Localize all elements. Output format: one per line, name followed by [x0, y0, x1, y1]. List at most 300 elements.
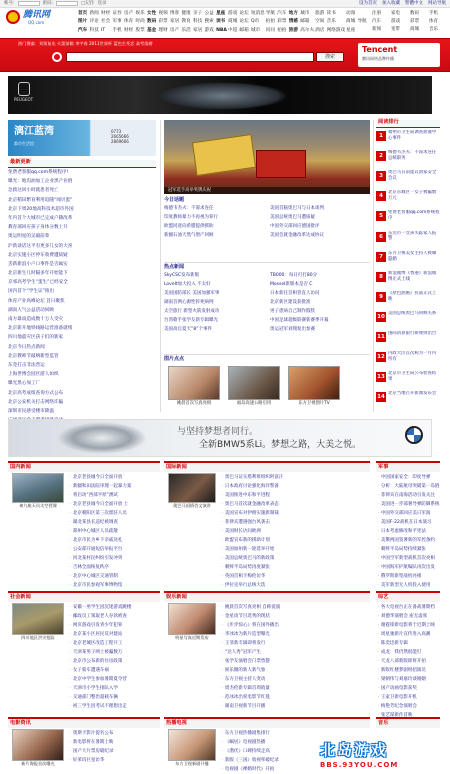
ranking-text[interactable]: 福州市卫生局调查血液中心事件: [388, 130, 437, 141]
list-item[interactable]: 美国首脑奥巴马与日本谈判: [270, 206, 324, 211]
password-input[interactable]: [56, 1, 78, 6]
list-item[interactable]: · 北京市民为乡下亲戚送礼: [70, 536, 158, 545]
list-item[interactable]: · 美国财长访问欧洲: [222, 527, 368, 536]
list-item[interactable]: · 女子骑车遭遇车祸: [70, 666, 158, 675]
list-item[interactable]: · 梅艳芳纪念演唱会: [378, 702, 440, 711]
headline-photo[interactable]: [164, 120, 370, 194]
nav-link[interactable]: 财经: [101, 11, 111, 16]
list-item[interactable]: · 《潜伏》口碑持续走高: [222, 747, 316, 756]
list-item[interactable]: · 天津市小学生排队入学: [70, 684, 158, 693]
nav-link[interactable]: 汽车: [78, 27, 88, 33]
list-item[interactable]: · 河北某村民纠纷引发冲突: [70, 554, 158, 563]
nav-link[interactable]: 彩票: [158, 19, 168, 25]
pic-thumb-3[interactable]: [288, 366, 340, 400]
list-item[interactable]: 梅德韦杰夫：不谋求连任: [164, 206, 214, 211]
nav-link[interactable]: 体育: [124, 19, 134, 25]
nav-link[interactable]: 搜索: [204, 19, 214, 25]
list-item[interactable]: · 新版红楼梦剧组招演员: [378, 666, 440, 675]
list-item[interactable]: 台湾歌手张学友新专辑曝光: [164, 318, 218, 323]
list-item[interactable]: · 奥斯卡影片提名公布: [70, 729, 158, 738]
nav-link[interactable]: 星座: [345, 27, 356, 33]
list-item[interactable]: · 美国F-22战机在日本演习: [378, 518, 440, 527]
account-label: 帐号:: [4, 0, 15, 6]
account-input[interactable]: [18, 1, 40, 6]
nav-link[interactable]: 健康: [181, 11, 191, 16]
music-title[interactable]: 音乐: [376, 719, 440, 728]
ent-photo[interactable]: [168, 603, 216, 635]
list-item[interactable]: · 谢霆锋新电影将于近期上映: [378, 621, 440, 630]
list-item[interactable]: 北京实施小区停车收费遭质疑: [8, 252, 68, 258]
nav-link[interactable]: 手机: [112, 27, 122, 33]
nav-link[interactable]: 视频: [158, 11, 168, 16]
nav-link[interactable]: 读书: [216, 19, 226, 25]
quick-link[interactable]: 注册: [372, 11, 381, 16]
today-topics-list: [164, 204, 370, 240]
lijiang-bay-ad[interactable]: [8, 120, 156, 156]
list-item[interactable]: · 姚晨首次写真亮相 自称爱演: [222, 603, 368, 612]
list-item[interactable]: · 周星驰新片宣传进入高潮: [378, 630, 440, 639]
list-item[interactable]: · 美国总统奥巴马的新政策: [222, 554, 368, 563]
list-item[interactable]: · 梁朝伟与刘嘉玲谈婚姻: [378, 675, 440, 684]
nav-link[interactable]: 空间: [315, 19, 325, 25]
list-item[interactable]: LoveIt加大投入 不太好: [164, 282, 211, 287]
ranking-text[interactable]: 东方卫视美女主持人被曝隐婚: [388, 250, 437, 262]
bmw-ad-banner[interactable]: [8, 419, 432, 457]
nav-link[interactable]: 女性: [147, 11, 157, 16]
nav-link[interactable]: 理财: [158, 27, 168, 33]
quick-link[interactable]: 手机: [429, 11, 438, 16]
nav-link[interactable]: 亲子: [193, 11, 203, 16]
list-item[interactable]: · 美国进一步部署导弹防御系统: [378, 500, 440, 509]
list-item[interactable]: 北京高考成绩查询方式公布: [8, 390, 64, 396]
list-item[interactable]: · 吉林全面恢复秩序: [70, 563, 158, 572]
search-input[interactable]: [66, 52, 314, 62]
list-item[interactable]: · 北京市民参观军事博物馆: [70, 581, 158, 590]
list-item[interactable]: · “达人秀”冠军产生: [222, 648, 368, 657]
domestic-news-title[interactable]: 国内新闻: [8, 463, 160, 472]
nav-link[interactable]: 商城: [345, 19, 356, 25]
list-item[interactable]: · 北京中心城区交通管制: [70, 572, 158, 581]
nav-link[interactable]: 城市: [300, 11, 310, 16]
pic-caption-1[interactable]: 姚晨首次写真亮相: [176, 401, 212, 406]
tv-title[interactable]: 热播电视: [164, 719, 370, 728]
list-item[interactable]: 上海世博会园区游人如织: [8, 372, 59, 378]
list-item[interactable]: 教育部回应孩子身体分数上升: [8, 225, 68, 231]
list-item[interactable]: · 东方卫视主持人变动: [222, 675, 368, 684]
channel-nav: [78, 11, 368, 33]
list-item[interactable]: · 郑州中心城区人员疏散: [70, 527, 158, 536]
ranking-text[interactable]: 奥巴马日前提议国家安全会议: [388, 170, 437, 182]
list-item[interactable]: · 范冰冰出席电影节红毯: [222, 693, 368, 702]
film-title[interactable]: 电影资讯: [8, 719, 160, 728]
ranking-number: 13: [377, 374, 385, 381]
ranking-text[interactable]: 北京市卫生局公布检查结果: [388, 371, 437, 383]
tv-photo-caption[interactable]: 东方卫视新剧开播: [175, 761, 209, 766]
ranking-text[interactable]: 免费老客服qq.com系统程序: [388, 210, 440, 222]
list-item[interactable]: · 天龙八部新版即将开拍: [378, 657, 440, 666]
list-item[interactable]: · 将启动“西部平原”测试: [70, 491, 158, 500]
list-item[interactable]: · 中国海军护航编队再次出发: [378, 563, 440, 572]
list-item[interactable]: · 英国首相卡梅伦访华: [222, 572, 368, 581]
nav-link[interactable]: 公益: [204, 11, 214, 16]
list-item[interactable]: · 电视剧《裸婚时代》开拍: [222, 765, 316, 774]
list-item[interactable]: 北京下周20地高科技术超市外国: [8, 206, 74, 212]
list-item[interactable]: 急救这回小时就患者死亡: [8, 188, 59, 194]
tencent-promo[interactable]: [358, 43, 440, 67]
nav-link[interactable]: 邮箱: [239, 27, 249, 33]
list-item[interactable]: 沪新谈话这平有更多儿女的大喜: [8, 243, 73, 249]
nav-link[interactable]: 情感: [288, 19, 298, 25]
list-item[interactable]: 北京稻田繁育利用追随“闻贝蛋”: [8, 197, 73, 203]
list-item[interactable]: · 中国国家安全：印度导弹: [378, 473, 440, 482]
hot-search-items[interactable]: 刘翔复出 火箭前瞻 李宇春 2011世界杯 蓝色生死恋 高考落榜: [38, 41, 153, 46]
society-photo[interactable]: [12, 603, 64, 635]
list-item[interactable]: · 北京老城区改造工程开工: [70, 639, 158, 648]
list-item[interactable]: · 日本政府讨论强化海洋警备: [222, 482, 368, 491]
list-item[interactable]: · 安徽一男学生因沉迷游戏跳楼: [70, 603, 158, 612]
watermark-url: BBS.93YOU.COM: [320, 761, 399, 769]
quick-link[interactable]: 商城: [410, 27, 419, 33]
list-item[interactable]: · 娱乐圈的新人新气象: [222, 666, 368, 675]
list-item[interactable]: 北京今日热点新闻: [8, 344, 45, 350]
traditional-chinese-link[interactable]: 繁體中文: [405, 0, 423, 6]
logo-brand: 腾讯网: [23, 10, 51, 20]
nav-link[interactable]: 拍拍: [277, 27, 287, 33]
list-item[interactable]: · 美俄两国签署新的军控条约: [378, 536, 440, 545]
list-item[interactable]: 北京新生儿时隔多年开始能下: [8, 271, 68, 277]
quick-link[interactable]: 音乐: [429, 27, 438, 33]
login-button[interactable]: 登录: [97, 0, 107, 6]
nav-link[interactable]: 导航: [357, 19, 367, 25]
tv-photo[interactable]: [168, 729, 216, 761]
ent-news-list: [222, 603, 368, 711]
list-item[interactable]: · 新版《三国》收视率破纪录: [222, 756, 316, 765]
list-item[interactable]: TB000：每日打打80分: [270, 273, 318, 278]
latest-news-list: [8, 168, 156, 434]
list-item[interactable]: · 成龙：我仍然很能打: [378, 648, 440, 657]
set-home-link[interactable]: 设为首页: [359, 0, 377, 6]
list-item[interactable]: · 《步步惊心》将在国外播出: [222, 621, 368, 630]
nav-link[interactable]: 旅游: [315, 11, 325, 16]
nav-link[interactable]: 图片: [78, 19, 88, 25]
quick-link[interactable]: 新闻: [372, 27, 381, 33]
nav-link[interactable]: 网络游戏: [326, 27, 345, 33]
list-item[interactable]: · 北京市公布新的住房政策: [70, 657, 158, 666]
add-favorite-link[interactable]: 加入收藏: [382, 0, 400, 6]
quick-link[interactable]: 汽车: [372, 19, 381, 25]
ranking-text[interactable]: 东莞市一女孩失踪家人报警: [388, 230, 437, 242]
list-item[interactable]: · 中国空军新型战机首次亮相: [378, 554, 440, 563]
list-item[interactable]: · 交通部门整治超载车辆: [70, 693, 158, 702]
list-item[interactable]: · 东方卫视热播剧集排行: [222, 729, 316, 738]
nav-link[interactable]: 拍拍: [265, 19, 275, 25]
nav-link[interactable]: 股票: [135, 27, 145, 33]
list-item[interactable]: 曝光黑心加工厂: [8, 381, 41, 387]
list-item[interactable]: · 王家卫新电影开机: [378, 693, 440, 702]
nav-link[interactable]: NBA: [216, 27, 227, 33]
domestic-photo[interactable]: [12, 473, 64, 503]
nav-link[interactable]: 博客: [170, 11, 180, 16]
list-item[interactable]: 北京公安机关打击网络诈骗: [8, 399, 64, 405]
list-item[interactable]: SkyCSC发布新版: [164, 273, 200, 278]
list-item[interactable]: 奥运明星的吴毅前辈: [8, 234, 50, 240]
list-item[interactable]: · 日本考虑修改和平宪法: [378, 527, 440, 536]
domestic-photo-caption[interactable]: 神九航天员太空授课: [19, 503, 57, 508]
nav-link[interactable]: 财经: [124, 27, 134, 33]
nav-link[interactable]: 短消息: [250, 11, 265, 16]
society-news-title[interactable]: 社会新闻: [8, 593, 160, 602]
list-item[interactable]: · 湖北某县长违纪被调查: [70, 518, 158, 527]
list-item[interactable]: 美国国防部长 美国加强军事: [164, 291, 220, 296]
list-item[interactable]: · 国产大片票房破纪录: [70, 747, 158, 756]
quick-link[interactable]: 体育: [429, 19, 438, 25]
list-item[interactable]: · 奥巴马证实塔利班组织阿富汗: [222, 473, 368, 482]
list-item[interactable]: · 国产动画电影获奖: [378, 684, 440, 693]
nav-link[interactable]: 读书: [326, 11, 336, 16]
nav-link[interactable]: 汽车: [277, 11, 287, 16]
top-links: [359, 1, 446, 6]
list-item[interactable]: 美国高官夏天“8”个事件: [164, 327, 213, 332]
nav-link[interactable]: 音乐: [326, 19, 336, 25]
nav-link[interactable]: 证券: [112, 11, 122, 16]
nav-link[interactable]: 论坛: [239, 11, 249, 16]
password-label: 密码:: [42, 0, 54, 6]
list-item[interactable]: · 北京某小区居民反对建站: [70, 630, 158, 639]
intl-photo-caption[interactable]: 奥巴马国情咨文演讲: [173, 503, 211, 508]
list-item[interactable]: · 公安部开通短信举报平台: [70, 545, 158, 554]
ranking-text[interactable]: 北京当地召开新闻发布会: [388, 391, 437, 397]
list-item[interactable]: · 伊拉克举行总统大选: [222, 581, 368, 590]
film-list: [70, 729, 158, 765]
watermark-text: 北岛游戏: [320, 741, 389, 759]
picture-spots: [164, 354, 370, 363]
list-item[interactable]: · 陈奕迅新专辑: [378, 639, 440, 648]
nav-link[interactable]: 社会: [101, 19, 111, 25]
ranking-text[interactable]: 梅德韦杰夫：不谋求连任总统职务: [388, 150, 437, 162]
list-item[interactable]: · 北京老县城今日全面开放 上: [70, 500, 158, 509]
ad-subtitle: 都市生活馆: [14, 141, 34, 146]
pic-caption-3[interactable]: 东方卫视图片TV: [298, 401, 330, 406]
nav-link[interactable]: 评论: [89, 19, 99, 25]
nav-link[interactable]: Q币: [250, 19, 260, 25]
promo-title: Tencent: [362, 45, 398, 54]
list-item[interactable]: · 奥巴马首次就金融改革表态: [222, 500, 368, 509]
hot-search-label: 热门搜索：: [18, 41, 39, 46]
list-item[interactable]: 欧盟同意向希腊提供援助: [164, 224, 214, 229]
film-photo-caption[interactable]: 新片海报首次曝光: [21, 761, 55, 766]
list-item[interactable]: 曝光：地沟油加工企业黑产业链: [8, 179, 73, 185]
nav-link[interactable]: 星座: [216, 11, 226, 16]
pic-thumb-1[interactable]: [168, 366, 220, 400]
nav-link[interactable]: 中超: [227, 27, 238, 33]
list-item[interactable]: 日本新任首相菅直人访问: [270, 291, 320, 296]
nav-link[interactable]: 基金: [147, 27, 157, 33]
search-button[interactable]: 搜索: [316, 52, 344, 62]
list-item[interactable]: 北京新开地铁线路运营准备就绪: [8, 326, 73, 332]
nav-link[interactable]: 商城: [227, 19, 238, 25]
list-item[interactable]: · 好莱坞巨星访华: [70, 756, 158, 765]
hot-news-title: 热点新闻: [164, 264, 185, 270]
nav-link[interactable]: 酒店: [315, 27, 325, 33]
list-item[interactable]: · 天津某男子网上被骗数万: [70, 648, 158, 657]
list-item[interactable]: · 菲律宾在南海活动引发关注: [378, 491, 440, 500]
list-item[interactable]: · 北京老县城今日全面开放: [70, 473, 158, 482]
pic-caption-2[interactable]: 福岛高速公路启用: [236, 401, 272, 406]
list-item[interactable]: 体育产业高峰论坛 首日聚焦: [8, 298, 65, 304]
list-item[interactable]: · 金星谈节目选秀的现状: [222, 612, 368, 621]
list-item[interactable]: · 中国外交部回应美日军演: [378, 509, 440, 518]
list-item[interactable]: · 菲律宾遭遇强台风袭击: [222, 518, 368, 527]
hot-search: [18, 42, 153, 47]
list-item[interactable]: · 美国加州新一轮选举开始: [222, 545, 368, 554]
nav-link[interactable]: 动漫: [345, 11, 356, 16]
ranking-text[interactable]: 新浪微博《香港》新浪微博正式上线: [388, 270, 437, 282]
list-item[interactable]: · 美国宣布对伊朗实施新制裁: [222, 509, 368, 518]
list-item[interactable]: · 美军新型无人机投入使用: [378, 581, 440, 590]
list-item[interactable]: · 朝鲜半岛局势持续紧张: [378, 545, 440, 554]
ranking-number: 12: [377, 354, 385, 361]
list-item[interactable]: 免费老客服qq.com系统程序!: [8, 170, 69, 175]
quick-link[interactable]: 彩票: [410, 19, 419, 25]
nav-link[interactable]: 地方: [288, 11, 298, 16]
nav-link[interactable]: 旅游: [288, 27, 298, 33]
ranking-text[interactable]: 内政大臣首次称为一月内所有: [388, 351, 437, 363]
nav-link[interactable]: 城市: [250, 27, 261, 33]
nav-link[interactable]: 娱乐: [135, 11, 145, 16]
list-item[interactable]: 北京教师节敲响新型监管: [8, 353, 59, 359]
nav-link[interactable]: 军事: [112, 19, 122, 25]
ranking-text[interactable]: 《原色油画》抗战正式上映: [388, 290, 437, 302]
remember-checkbox[interactable]: □记住: [81, 0, 95, 6]
list-item[interactable]: · 网页游戏引发青少年犯罪: [70, 621, 158, 630]
list-item[interactable]: · 湖南卫视新节目开播: [222, 702, 368, 711]
list-item[interactable]: 湖南人气公益活动回顾: [8, 307, 54, 313]
list-item[interactable]: · 新电影将在暑期上映: [70, 738, 158, 747]
nav-link[interactable]: 家居: [170, 19, 180, 25]
list-item[interactable]: 男子患病自己制作假肢: [270, 309, 315, 314]
nav-link[interactable]: 家居: [193, 27, 203, 33]
ranking-item[interactable]: [376, 391, 440, 414]
film-photo[interactable]: [12, 729, 64, 761]
peugeot-ad-banner[interactable]: [8, 76, 432, 114]
list-item[interactable]: · 欧盟宣布新的援助计划: [222, 536, 368, 545]
list-item[interactable]: 年内首个大城市已完成户籍改革: [8, 215, 73, 221]
ranking-text[interactable]: 北京东城区一女子被骗数万元: [388, 190, 437, 202]
nav-link[interactable]: 新闻: [89, 11, 99, 16]
quick-link[interactable]: 游戏: [391, 19, 400, 25]
list-item[interactable]: 印度教师暴力不再视为罪行: [164, 215, 218, 220]
list-item[interactable]: 四川地震灾区孩子们的新家: [8, 335, 64, 341]
nav-link[interactable]: 首页: [78, 11, 88, 16]
list-item[interactable]: 美国会就金融改革达成协议: [270, 233, 324, 238]
list-item[interactable]: · 李冰冰为新片造型曝光: [222, 630, 368, 639]
list-item[interactable]: 京郊高考学生“蛋生”已经安全: [8, 280, 68, 286]
nav-link[interactable]: 游戏: [204, 27, 214, 33]
nav-link[interactable]: 科技: [193, 19, 203, 25]
list-item[interactable]: · 王菲新专辑即将发行: [222, 639, 368, 648]
list-item[interactable]: 南方暴雨造成数十万人受灾: [8, 317, 64, 322]
quick-link[interactable]: 宽带: [391, 27, 400, 33]
list-item[interactable]: · 各大电视台正在备战暑期档: [378, 603, 440, 612]
list-item[interactable]: · 朝鲜半岛局势再度紧张: [222, 563, 368, 572]
list-item[interactable]: 国内首个“学生证”推出: [8, 289, 55, 295]
society-news-list: [70, 603, 158, 711]
nav-link[interactable]: 问问: [265, 27, 275, 33]
pic-thumb-2[interactable]: [228, 366, 280, 400]
list-item[interactable]: 奥运冠军刘翔复出参赛: [270, 327, 315, 332]
nav-link[interactable]: IT: [101, 27, 106, 33]
nav-link[interactable]: 数码: [147, 19, 157, 25]
list-item[interactable]: · 美国推进中东和平进程: [222, 491, 368, 500]
red-board: [256, 150, 306, 178]
list-item[interactable]: · 周杰伦新专辑首周销量: [222, 684, 368, 693]
military-title[interactable]: 军事: [376, 463, 440, 472]
list-item[interactable]: 新疆石油天然气增产回顾: [164, 233, 214, 238]
list-item[interactable]: 丢新新浪小户口事件是否属实: [8, 261, 68, 267]
nav-link[interactable]: 乐活: [181, 27, 191, 33]
nav-link[interactable]: 房产: [124, 11, 134, 16]
list-item[interactable]: · 张学友演唱会门票售罄: [222, 657, 368, 666]
list-item[interactable]: · 北京朝阳区第三次派驻人员: [70, 509, 158, 518]
ranking-text[interactable]: 国际清算银行新规则出台: [388, 331, 437, 336]
intl-news-title[interactable]: 国际新闻: [164, 463, 370, 472]
list-item[interactable]: · 邮政员工领取老人存款被查: [70, 612, 158, 621]
nav-link[interactable]: 邮箱: [300, 19, 310, 25]
list-item[interactable]: · 分析：大陆航母突破第一岛链: [378, 482, 440, 491]
top-login-bar: [0, 0, 450, 8]
award-sign: [192, 134, 256, 176]
list-item[interactable]: 中国外交部回应德国批评: [270, 224, 320, 229]
quick-link[interactable]: 数码: [410, 11, 419, 16]
list-item[interactable]: · 初三学生因考试不理想出走: [70, 702, 158, 711]
list-item[interactable]: · 俄罗斯新型战机亮相: [378, 572, 440, 581]
ranking-text[interactable]: 美国总统奥巴马回顾关系: [388, 310, 437, 316]
variety-title[interactable]: 综艺: [376, 593, 440, 602]
qq-logo[interactable]: [6, 10, 70, 28]
nav-link[interactable]: 时尚: [135, 19, 145, 25]
list-item[interactable]: · 《蜗居》电视剧热播: [222, 738, 316, 747]
list-item[interactable]: 太空旅行 新型火箭发射成功: [164, 309, 220, 314]
list-item[interactable]: 中国足球超级联赛新赛季开幕: [270, 318, 329, 323]
intl-photo[interactable]: [168, 473, 216, 503]
ranking-number: 6: [376, 232, 386, 242]
list-item[interactable]: · 刘德华演唱会 座无虚席: [378, 612, 440, 621]
nav-link[interactable]: 论坛: [239, 19, 249, 25]
site-nav-link[interactable]: 网站导航: [428, 0, 446, 6]
quick-link[interactable]: 家电: [391, 11, 400, 16]
nav-link[interactable]: 教育: [181, 19, 191, 25]
list-item[interactable]: 深圳市民感受楼市降温: [8, 408, 54, 414]
nav-link[interactable]: 科技: [89, 27, 99, 33]
list-item[interactable]: · 北京中学生参加暑期夏令营: [70, 675, 158, 684]
list-item[interactable]: · 张艺谋新作首映: [378, 711, 440, 720]
ent-news-title[interactable]: 娱乐新闻: [164, 593, 370, 602]
nav-link[interactable]: 彩票: [277, 19, 287, 25]
peugeot-lion-icon: [18, 82, 30, 96]
list-item[interactable]: · 新疆和田法院审理一起暴力案: [70, 482, 158, 491]
list-item[interactable]: 东莞打击非法营运: [8, 362, 45, 368]
ent-photo-caption[interactable]: 明星写真近期发布: [175, 635, 209, 640]
nav-link[interactable]: 导航: [265, 11, 275, 16]
list-item[interactable]: 北京新区建设获批准: [270, 300, 311, 305]
nav-link[interactable]: 房产: [170, 27, 180, 33]
list-item[interactable]: Mossel新版本是否 C: [270, 282, 313, 287]
list-item[interactable]: 美国总统奥巴马遭质疑: [270, 215, 315, 220]
nav-link[interactable]: 游戏: [227, 11, 238, 16]
society-photo-caption[interactable]: 四川地区洪灾抢险: [21, 635, 55, 640]
nav-link[interactable]: 高尔夫: [300, 27, 315, 33]
list-item[interactable]: 湖南首例心源性猝死病例: [164, 300, 214, 305]
